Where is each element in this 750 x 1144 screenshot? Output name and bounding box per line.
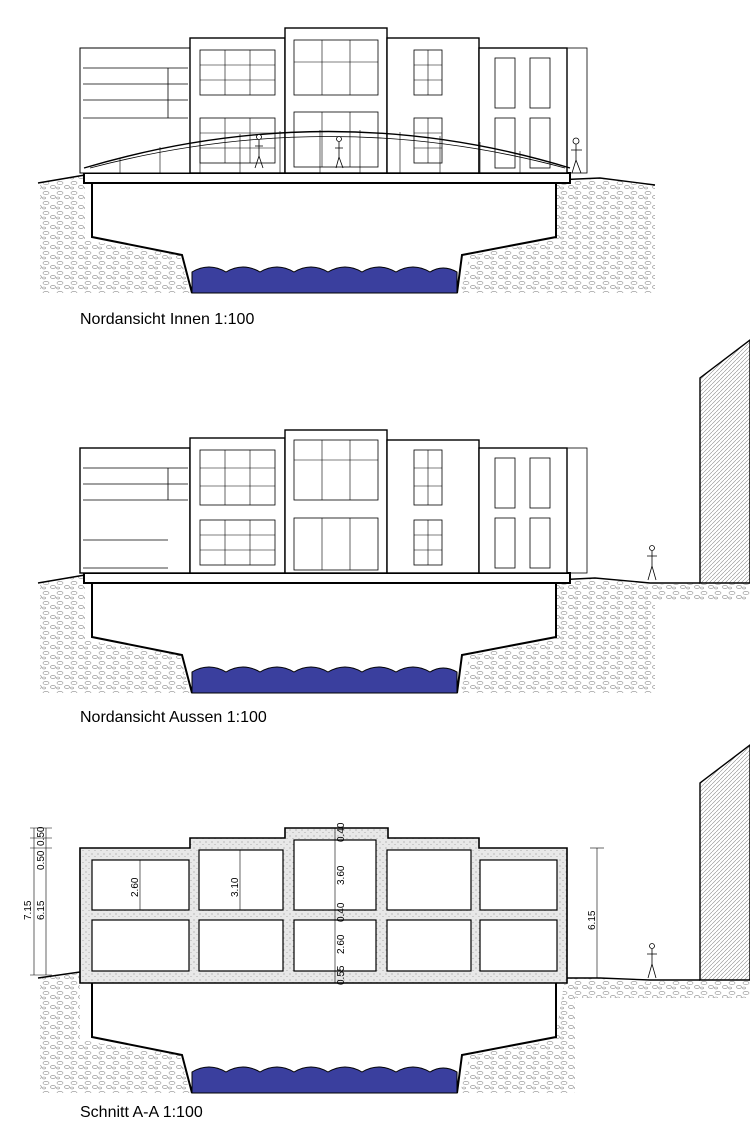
bridge-deck bbox=[84, 173, 570, 183]
dim-center-lower-room: 2.60 bbox=[336, 934, 347, 954]
block-4 bbox=[387, 38, 479, 173]
dim-left-overall: 7.15 bbox=[23, 900, 34, 920]
dim-center-bottom-slab: 0.55 bbox=[336, 965, 347, 985]
dim-right-height: 6.15 bbox=[587, 910, 598, 930]
caption-schnitt-aa: Schnitt A-A 1:100 bbox=[80, 1104, 203, 1121]
block-2 bbox=[190, 38, 285, 173]
dim-center-mid-slab: 0.40 bbox=[336, 902, 347, 922]
dim-room-left: 2.60 bbox=[130, 877, 141, 897]
block-3 bbox=[285, 28, 387, 173]
elevation-inner bbox=[38, 28, 655, 293]
block-5 bbox=[479, 48, 567, 173]
water bbox=[192, 1067, 457, 1093]
water bbox=[192, 667, 457, 693]
dim-left-top-2: 0.50 bbox=[36, 850, 47, 870]
dim-center-upper-room: 3.60 bbox=[336, 865, 347, 885]
person-figure bbox=[647, 546, 657, 581]
dim-room-second: 3.10 bbox=[230, 877, 241, 897]
person-figure bbox=[647, 944, 657, 979]
right-bank bbox=[460, 178, 655, 293]
elevation-outer bbox=[38, 340, 750, 693]
dim-center-top-slab: 0.40 bbox=[336, 822, 347, 842]
dim-left-lower: 6.15 bbox=[36, 900, 47, 920]
caption-nordansicht-aussen: Nordansicht Aussen 1:100 bbox=[80, 709, 267, 726]
neighbour-building bbox=[700, 745, 750, 980]
section-aa bbox=[23, 745, 750, 1093]
caption-nordansicht-innen: Nordansicht Innen 1:100 bbox=[80, 311, 255, 328]
left-bank bbox=[40, 175, 190, 293]
water bbox=[192, 267, 457, 293]
neighbour-building bbox=[700, 340, 750, 583]
dim-left-top-1: 0.50 bbox=[36, 826, 47, 846]
